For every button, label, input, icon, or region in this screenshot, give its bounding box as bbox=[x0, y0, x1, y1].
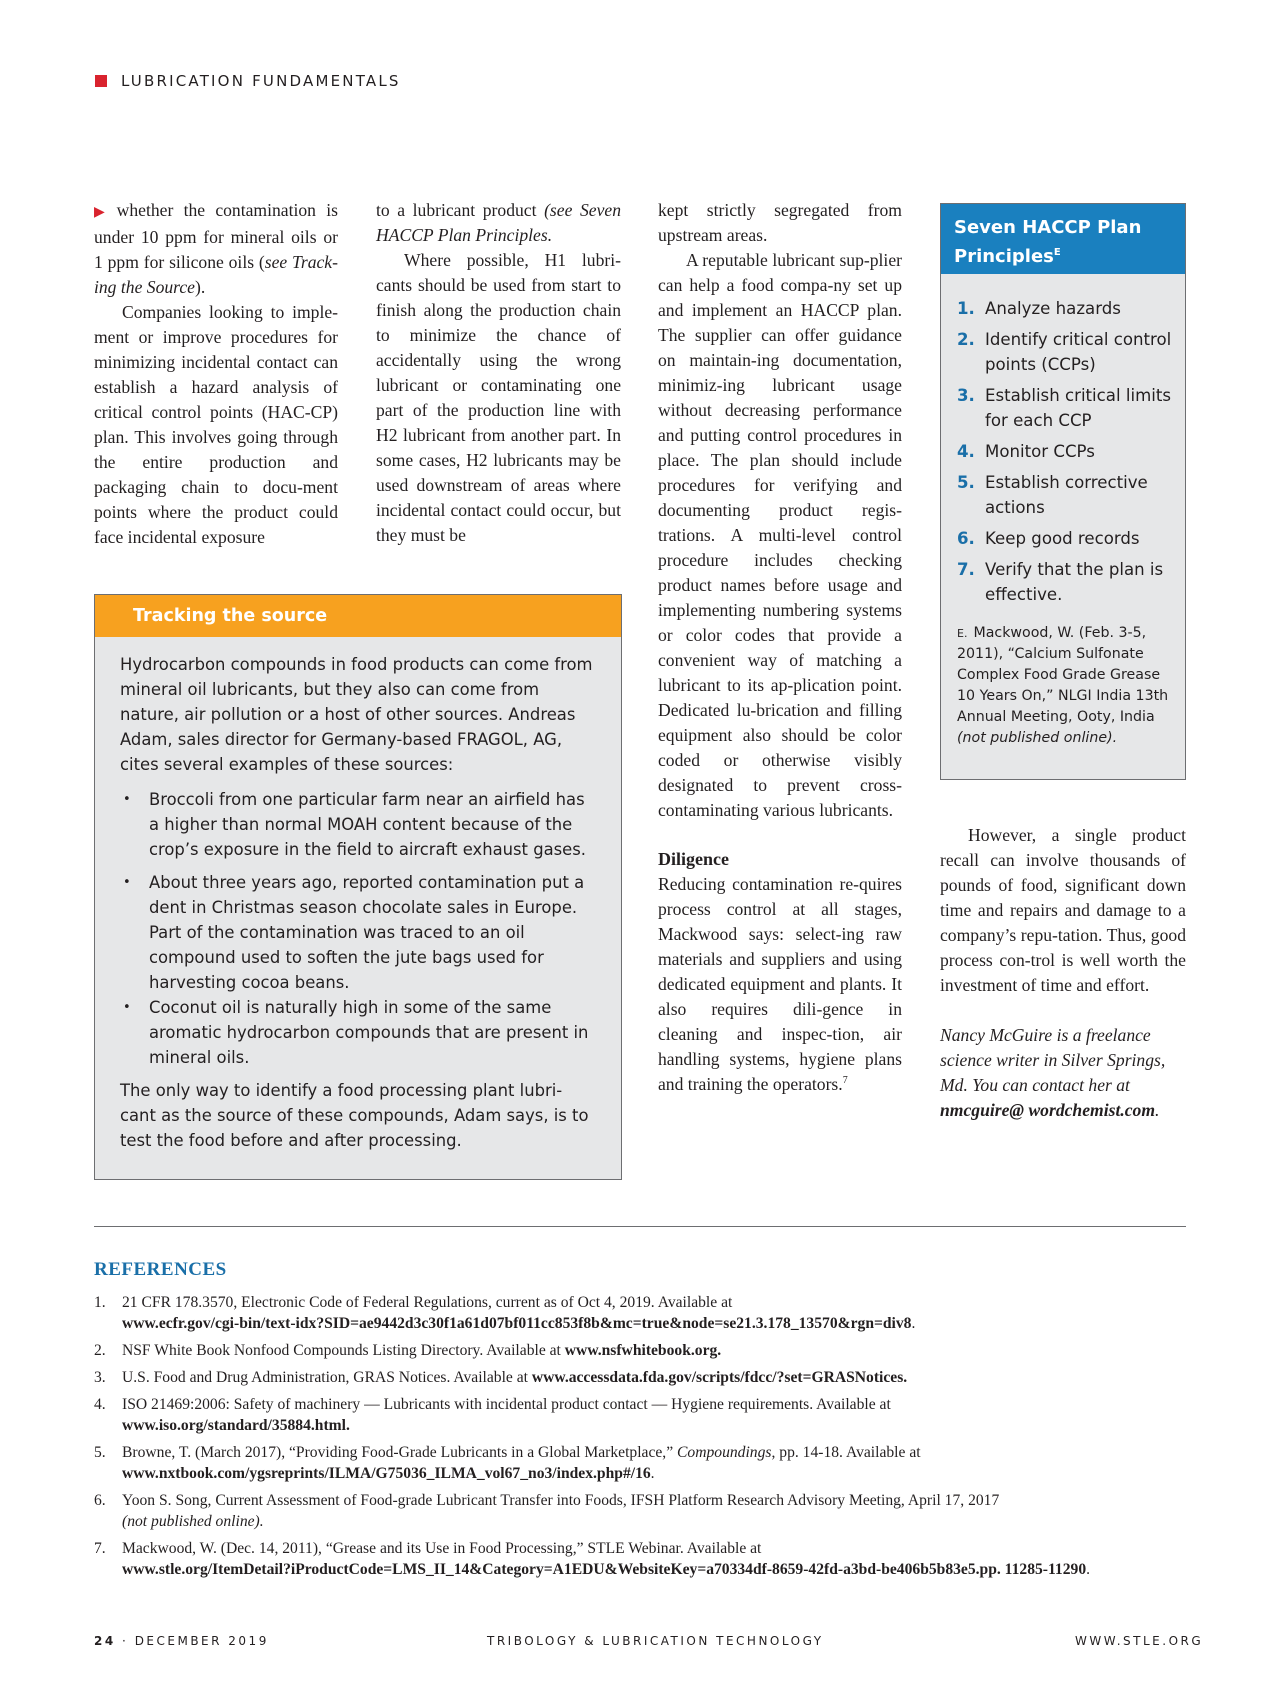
running-head bbox=[95, 72, 401, 90]
col3-paragraph-1: kept strictly segregated from upstream areas. bbox=[658, 200, 902, 245]
list-item: • Coconut oil is naturally high in some of the same aromatic hydrocarbon compounds that are present in mineral oils. bbox=[120, 995, 597, 1070]
haccp-header bbox=[941, 204, 1185, 274]
haccp-principles-sidebar bbox=[940, 203, 1186, 780]
footer-page-date: 24 · DECEMBER 2019 bbox=[94, 1634, 269, 1648]
list-item: 4. Monitor CCPs bbox=[957, 442, 1095, 461]
col1-paragraph-1: ▶ whether the contamination is under 10 ppm for mineral oils or 1 ppm for silicone oils (see Track-ing the Source). bbox=[94, 200, 338, 297]
article-column-1 bbox=[94, 198, 338, 550]
tracking-source-body bbox=[95, 637, 621, 1153]
list-item: 7. Mackwood, W. (Dec. 14, 2011), “Grease and its Use in Food Processing,” STLE Webinar. Available at www.stle.org/ItemDetail?iProductCode=LMS_II_14&Category=A1EDU&WebsiteKey=a70334df-8659-42fd-a3bd-be406b5b83e5.pp. 11285-11290. bbox=[94, 1540, 1091, 1578]
col1-paragraph-2: Companies looking to imple-ment or improve procedures for minimizing incidental contact can establish a hazard analysis of critical control points (HAC-CP) plan. This involves going through the entire production and packaging chain to docu-ment points where the product could face incidental exposure bbox=[94, 302, 338, 547]
article-column-2 bbox=[376, 198, 621, 548]
list-item: 5. Establish corrective actions bbox=[957, 473, 1148, 517]
tracking-bullet-list bbox=[120, 787, 597, 1070]
haccp-list bbox=[941, 274, 1185, 607]
reference-link[interactable]: www.iso.org/standard/35884.html. bbox=[122, 1417, 350, 1434]
haccp-title-line-1: Seven HACCP Plan bbox=[954, 217, 1142, 238]
author-bio: Nancy McGuire is a freelance science writer in Silver Springs, Md. You can contact her at nmcguire@ wordchemist.com. bbox=[940, 1025, 1166, 1120]
tracking-closing: The only way to identify a food processing plant lubri-cant as the source of these compounds, Adam says, is to test the food before and after processing. bbox=[120, 1081, 589, 1150]
list-item: 7. Verify that the plan is effective. bbox=[957, 560, 1164, 604]
haccp-footnote: E. Mackwood, W. (Feb. 3-5, 2011), “Calcium Sulfonate Complex Food Grade Grease 10 Years On,” NLGI India 13th Annual Meeting, Ooty, India (not published online). bbox=[957, 625, 1169, 746]
issue-date: DECEMBER 2019 bbox=[134, 1634, 269, 1648]
reference-link[interactable]: www.nxtbook.com/ygsreprints/ILMA/G75036_ILMA_vol67_no3/index.php#/16 bbox=[122, 1465, 651, 1482]
list-item: 1. Analyze hazards bbox=[957, 299, 1121, 318]
list-item: 2. NSF White Book Nonfood Compounds Listing Directory. Available at www.nsfwhitebook.org. bbox=[94, 1342, 722, 1359]
footer-magazine: TRIBOLOGY & LUBRICATION TECHNOLOGY bbox=[487, 1634, 824, 1648]
col3-paragraph-3: Reducing contamination re-quires process control at all stages, Mackwood says: select-ing raw materials and suppliers and using dedicated equipment and plants. It also requires dili-gence in cleaning and inspec-tion, air handling systems, hygiene plans and training the operators.$^7$ bbox=[658, 874, 902, 1094]
list-item: • Broccoli from one particular farm near an airfield has a higher than normal MOAH content because of the crop’s exposure in the field to aircraft exhaust gases. bbox=[120, 787, 597, 862]
list-item: 4. ISO 21469:2006: Safety of machinery — Lubricants with incidental product contact — Hygiene requirements. Available at www.iso.org/standard/35884.html. bbox=[94, 1396, 891, 1434]
tracking-source-title: Tracking the source bbox=[133, 606, 328, 626]
haccp-title-line-2: Principles$^E$ bbox=[954, 246, 1061, 267]
page-number: 24 bbox=[94, 1634, 116, 1648]
list-item: 1. 21 CFR 178.3570, Electronic Code of Federal Regulations, current as of Oct 4, 2019. Available at www.ecfr.gov/cgi-bin/text-idx?SID=ae9442d3c30f1a61d07bf011cc853f8b&mc=true&node=se21.3.178_13570&rgn=div8. bbox=[94, 1294, 916, 1332]
references-title: REFERENCES bbox=[94, 1259, 227, 1280]
reference-link[interactable]: www.stle.org/ItemDetail?iProductCode=LMS_II_14&Category=A1EDU&WebsiteKey=a70334df-8659-42fd-a3bd-be406b5b83e5.pp. 11285-11290 bbox=[122, 1561, 1087, 1578]
reference-link[interactable]: www.nsfwhitebook.org. bbox=[564, 1342, 722, 1359]
list-item: 2. Identify critical control points (CCPs) bbox=[957, 330, 1172, 374]
list-item: 6. Yoon S. Song, Current Assessment of Food-grade Lubricant Transfer into Foods, IFSH Platform Research Advisory Meeting, April 17, 2017 (not published online). bbox=[94, 1492, 1000, 1530]
subheading-diligence: Diligence bbox=[658, 849, 729, 869]
references-list bbox=[94, 1292, 1194, 1586]
footer-website[interactable]: WWW.STLE.ORG bbox=[1075, 1634, 1204, 1648]
col2-paragraph-1: to a lubricant product (see Seven HACCP Plan Principles. bbox=[376, 200, 621, 245]
author-email[interactable]: nmcguire@ wordchemist.com bbox=[940, 1100, 1156, 1120]
tracking-source-header bbox=[95, 595, 621, 637]
list-item: 3. U.S. Food and Drug Administration, GRAS Notices. Available at www.accessdata.fda.gov/scripts/fdcc/?set=GRASNotices. bbox=[94, 1369, 908, 1386]
col2-paragraph-2: Where possible, H1 lubri-cants should be used from start to finish along the production chain to minimize the chance of accidentally using the wrong lubricant or contaminating one part of the production line with H2 lubricant from another part. In some cases, H2 lubricants may be used downstream of areas where incidental contact could occur, but they must be bbox=[376, 250, 621, 545]
list-item: 6. Keep good records bbox=[957, 529, 1140, 548]
article-column-4 bbox=[940, 823, 1186, 1123]
references-divider bbox=[94, 1226, 1186, 1227]
list-item: 3. Establish critical limits for each CCP bbox=[957, 386, 1171, 430]
reference-link[interactable]: www.accessdata.fda.gov/scripts/fdcc/?set=GRASNotices. bbox=[531, 1369, 908, 1386]
list-item: 5. Browne, T. (March 2017), “Providing Food-Grade Lubricants in a Global Marketplace,” Compoundings, pp. 14-18. Available at www.nxtbook.com/ygsreprints/ILMA/G75036_ILMA_vol67_no3/index.php#/16. bbox=[94, 1444, 921, 1482]
tracking-source-sidebar bbox=[94, 594, 622, 1180]
list-item: • About three years ago, reported contamination put a dent in Christmas season chocolate sales in Europe. Part of the contamination was traced to an oil compound used to soften the jute bags used for harvesting cocoa beans. bbox=[120, 870, 597, 995]
arrow-right-icon: ▶ bbox=[94, 205, 111, 220]
article-column-3 bbox=[658, 198, 902, 1097]
red-square-icon bbox=[95, 75, 107, 87]
reference-link[interactable]: www.ecfr.gov/cgi-bin/text-idx?SID=ae9442d3c30f1a61d07bf011cc853f8b&mc=true&node=se21.3.178_13570&rgn=div8 bbox=[122, 1315, 912, 1332]
section-title: LUBRICATION FUNDAMENTALS bbox=[121, 72, 401, 90]
tracking-intro: Hydrocarbon compounds in food products can come from mineral oil lubricants, but they also can come from nature, air pollution or a host of other sources. Andreas Adam, sales director for Germany-based FRAGOL, AG, cites several examples of these sources: bbox=[120, 655, 593, 774]
col3-paragraph-2: A reputable lubricant sup-plier can help a food compa-ny set up and implement an HACCP plan. The supplier can offer guidance on maintain-ing documentation, minimiz-ing lubricant usage without decreasing performance and putting control procedures in place. The plan should include procedures for verifying and documenting product regis-trations. A multi-level control procedure includes checking product names before usage and implementing numbering systems or color codes that provide a convenient way of matching a lubricant to its ap-plication point. Dedicated lu-brication and filling equipment also should be color coded or otherwise visibly designated to prevent cross-contaminating various lubricants. bbox=[658, 250, 902, 820]
col4-paragraph-1: However, a single product recall can involve thousands of pounds of food, significant down time and repairs and damage to a company’s repu-tation. Thus, good process con-trol is well worth the investment of time and effort. bbox=[940, 825, 1186, 995]
